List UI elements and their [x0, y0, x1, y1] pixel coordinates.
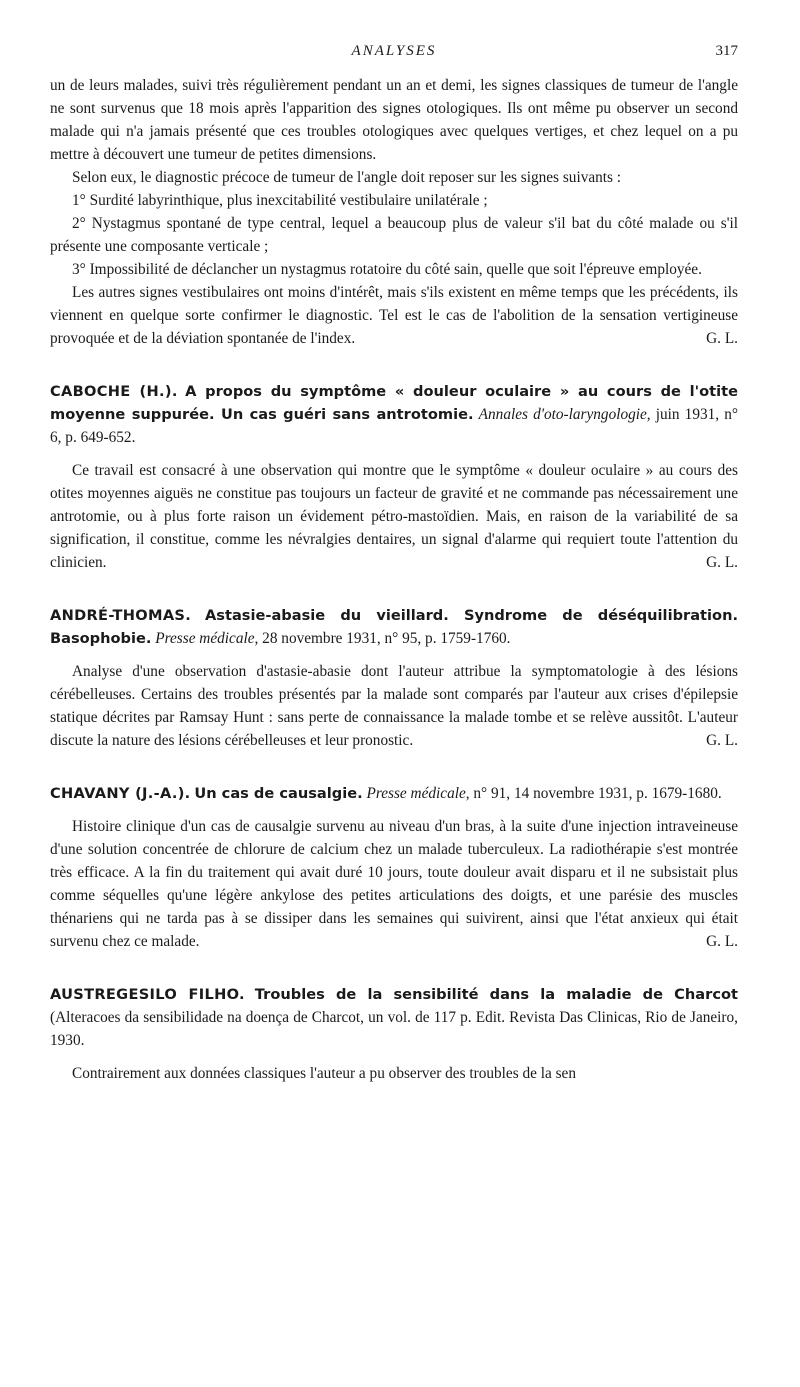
review-entry-austregesilo	[50, 983, 738, 1085]
entry-citation	[50, 380, 738, 449]
page-number: 317	[715, 43, 738, 59]
intro-text: Les autres signes vestibulaires ont moins d'intérêt, mais s'ils existent en même temps que les précédents, ils viennent en quelque sorte confirmer le diagnostic. Tel est le cas de l'abolition de la sensation vertigineuse provoquée et de la déviation spontanée de l'index.	[50, 284, 738, 347]
intro-list-item: 1° Surdité labyrinthique, plus inexcitabilité vestibulaire unilatérale ;	[72, 192, 488, 209]
running-head	[50, 40, 738, 66]
entry-title: A propos du symptôme « douleur oculaire » au cours de l'otite moyenne suppurée. Un cas guéri sans antrotomie.	[50, 383, 739, 423]
entry-reference: juin 1931, n° 6, p. 649-652.	[50, 406, 738, 446]
entry-summary: Contrairement aux données classiques l'auteur a pu observer des troubles de la sen	[72, 1065, 576, 1082]
running-title: ANALYSES	[351, 43, 437, 59]
review-entry-caboche	[50, 380, 738, 574]
review-entry-chavany	[50, 782, 738, 953]
signature: G. L.	[706, 732, 738, 749]
entry-author: ANDRÉ-THOMAS.	[50, 607, 192, 624]
entry-journal: Annales d'oto-laryngologie,	[478, 406, 651, 423]
entry-summary-text: Histoire clinique d'un cas de causalgie survenu au niveau d'un bras, à la suite d'une injection intraveineuse d'une solution concentrée de chlorure de calcium chez un malade tuberculeux. La radiothérapie s'est montrée très efficace. A la fin du traitement qui avait duré 10 jours, toute douleur avait disparu et il ne subsistait plus comme séquelles qu'une légère ankylose des petites articulations des doigts, et une parésie des muscles thénariens qui ne tarda pas à se dissiper dans les semaines qui suivirent, ainsi que l'état anxieux qui était survenu chez ce malade.	[50, 818, 738, 950]
intro-paragraph	[50, 281, 738, 350]
signature: G. L.	[706, 554, 738, 571]
intro-paragraph: un de leurs malades, suivi très régulièrement pendant un an et demi, les signes classiques de tumeur de l'angle ne sont survenus que 18 mois après l'apparition des signes otologiques. Ils ont même pu observer un second malade qui n'a jamais présenté que ces troubles otologiques avec quelques vertiges, et chez lequel on a pu mettre à découvert une tumeur de petites dimensions.	[50, 77, 738, 163]
entry-author: CHAVANY (J.-A.).	[50, 785, 191, 802]
entry-author: AUSTREGESILO FILHO.	[50, 986, 245, 1003]
entry-summary-text: Ce travail est consacré à une observation qui montre que le symptôme « douleur oculaire » au cours des otites moyennes aiguës ne constitue pas toujours un facteur de gravité et ne commande pas nécessairement une antrotomie, ou à plus forte raison un évidement pétro-mastoïdien. Mais, en raison de la variabilité de sa signification, il constitue, comme les névralgies dentaires, un signal d'alarme qui requiert toute l'attention du clinicien.	[50, 462, 738, 571]
intro-list-item: 3° Impossibilité de déclancher un nystagmus rotatoire du côté sain, quelle que soit l'épreuve employée.	[72, 261, 702, 278]
entry-citation	[50, 983, 738, 1052]
review-entry-andre-thomas	[50, 604, 738, 752]
intro-section	[50, 74, 738, 350]
entry-reference: n° 91, 14 novembre 1931, p. 1679-1680.	[473, 785, 722, 802]
intro-list-item: 2° Nystagmus spontané de type central, lequel a beaucoup plus de valeur s'il bat du côté malade ou s'il présente une composante verticale ;	[50, 215, 738, 255]
entry-author: CABOCHE (H.).	[50, 383, 178, 400]
signature: G. L.	[706, 330, 738, 347]
entry-journal: Presse médicale,	[155, 630, 259, 647]
entry-journal: Presse médicale,	[366, 785, 470, 802]
entry-reference: (Alteracoes da sensibilidade na doença de Charcot, un vol. de 117 p. Edit. Revista Das Clinicas, Rio de Janeiro, 1930.	[50, 1009, 738, 1049]
entry-summary	[50, 815, 738, 953]
entry-summary	[50, 660, 738, 752]
entry-title: Troubles de la sensibilité dans la maladie de Charcot	[254, 986, 738, 1003]
entry-title: Un cas de causalgie.	[194, 785, 363, 802]
entry-reference: 28 novembre 1931, n° 95, p. 1759-1760.	[262, 630, 511, 647]
entry-citation	[50, 604, 738, 650]
intro-paragraph: Selon eux, le diagnostic précoce de tumeur de l'angle doit reposer sur les signes suivants :	[72, 169, 622, 186]
entry-summary	[50, 459, 738, 574]
entry-title: Astasie-abasie du vieillard. Syndrome de déséquilibration. Basophobie.	[50, 607, 738, 647]
signature: G. L.	[706, 933, 738, 950]
entry-citation	[50, 782, 738, 805]
entry-summary-text: Analyse d'une observation d'astasie-abasie dont l'auteur attribue la symptomatologie à des lésions cérébelleuses. Certains des troubles présentés par la malade sont comparés par l'auteur aux crises d'épilepsie statique décrites par Ramsay Hunt : sans perte de connaissance la malade tombe et se relève aussitôt. L'auteur discute la nature des lésions cérébelleuses et leur pronostic.	[50, 663, 738, 749]
